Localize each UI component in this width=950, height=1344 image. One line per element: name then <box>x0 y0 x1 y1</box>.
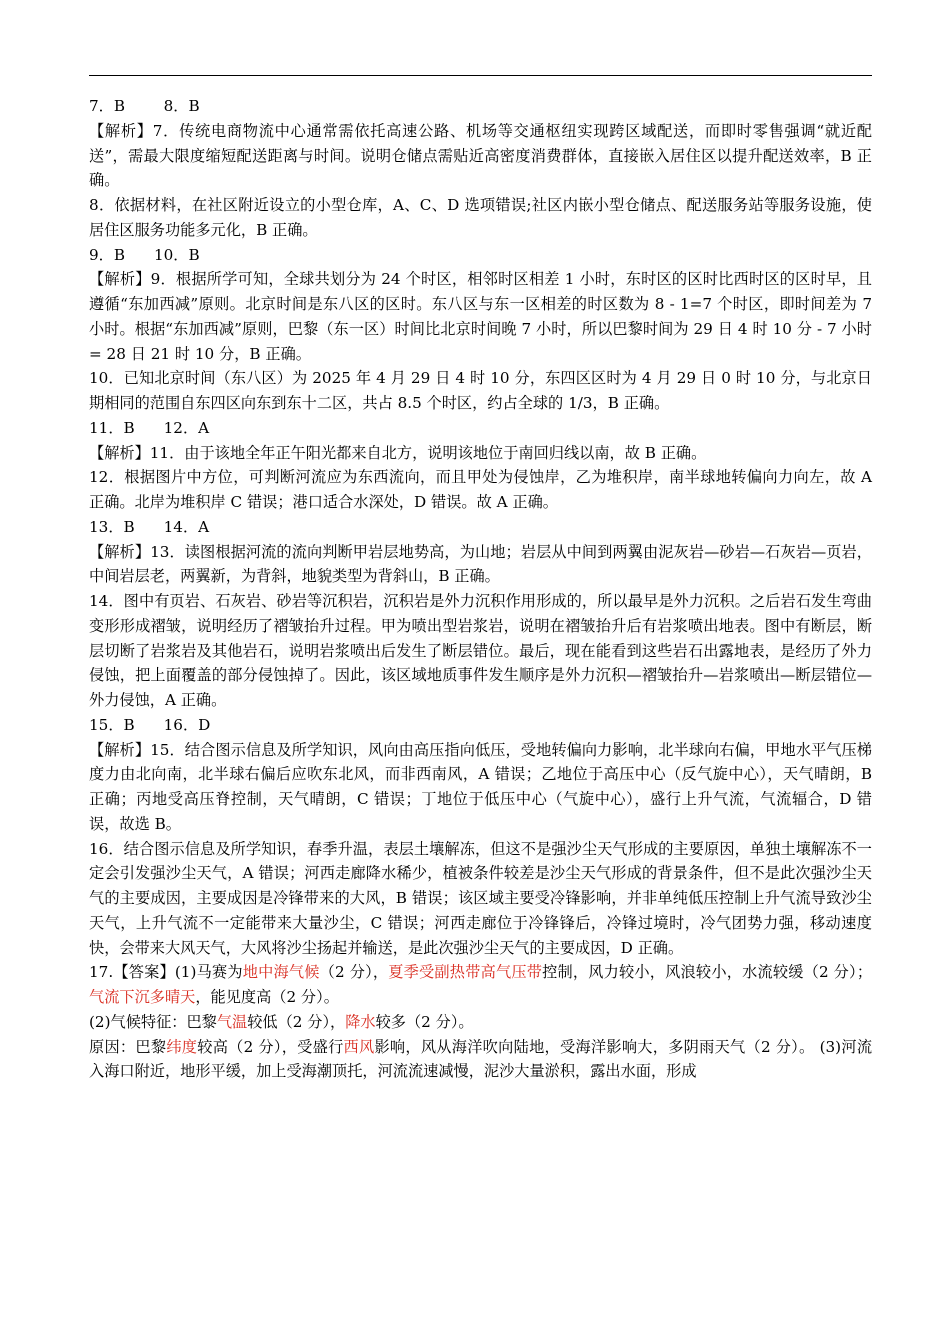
text-run: 17.【答案】(1)马赛为 <box>89 963 243 982</box>
analysis-q12: 12．根据图片中方位，可判断河流应为东西流向，而且甲处为侵蚀岸，乙为堆积岸，南半球地转偏向力向左，故 A 正确。北岸为堆积岸 C 错误；港口适合水深处，D 错误。故 A 正确。 <box>89 468 872 511</box>
highlighted-keyword: 气温 <box>216 1012 248 1031</box>
answer-line-7-8: 7．B 8．B <box>89 97 200 115</box>
analysis-q11: 【解析】11．由于该地全年正午阳光都来自北方，说明该地位于南回归线以南，故 B 正确。 <box>89 443 707 462</box>
analysis-q15: 【解析】15．结合图示信息及所学知识，风向由高压指向低压，受地转偏向力影响，北半球向右偏，甲地水平气压梯度力由北向南，北半球右偏后应吹东北风，而非西南风，A 错误；乙地位于高压中心（反气旋中心），天气晴朗，B 正确；丙地受高压脊控制，天气晴朗，C 错误；丁地位于低压中心（气旋中心），盛行上升气流，气流辐合，D 错误，故选 B。 <box>89 740 872 833</box>
analysis-q8: 8．依据材料，在社区附近设立的小型仓库，A、C、D 选项错误;社区内嵌小型仓储点、配送服务站等服务设施，使居住区服务功能多元化，B 正确。 <box>89 196 872 239</box>
text-run: 影响，风从海洋吹向陆地，受海洋影响大，多阴雨天气（2 分）。 (3)河流入海口附近，地形平缓，加上受海潮顶托，河流流速减慢，泥沙大量淤积，露出水面，形成 <box>89 1037 873 1081</box>
text-run: 较高（2 分），受盛行 <box>197 1037 344 1056</box>
answer-explanations <box>89 94 872 1084</box>
highlighted-keyword: 地中海气候 <box>242 963 320 982</box>
answer-line-11-12: 11．B 12．A <box>89 418 210 437</box>
highlighted-keyword: 气流下沉多晴天 <box>89 988 196 1006</box>
text-run: ，能见度高（2 分）。 <box>195 988 339 1006</box>
text-run: 控制，风力较小，风浪较小，水流较缓（2 分）； <box>542 963 873 982</box>
highlighted-keyword: 西风 <box>343 1037 375 1056</box>
highlighted-keyword: 夏季受副热带高气压带 <box>388 963 543 982</box>
answer-q17-part2 <box>89 1010 872 1035</box>
answer-q17-reason <box>89 1035 872 1085</box>
answer-line-13-14: 13．B 14．A <box>89 517 210 536</box>
analysis-q9: 【解析】9．根据所学可知，全球共划分为 24 个时区，相邻时区相差 1 小时，东时区的区时比西时区的区时早，且遵循“东加西减”原则。北京时间是东八区的区时。东八区与东一区相差的时区数为 8 - 1=7 个时区，即时间差为 7 小时。根据“东加西减”原则，巴黎（东一区）时间比北京时间晚 7 小时，所以巴黎时间为 29 日 4 时 10 分 - 7 小时 = 28 日 21 时 10 分，B 正确。 <box>89 270 872 363</box>
header-rule <box>89 75 872 76</box>
text-run: （2 分）， <box>319 963 389 982</box>
answer-line-9-10: 9．B 10．B <box>89 245 200 264</box>
highlighted-keyword: 降水 <box>345 1012 376 1031</box>
answer-q17-part1 <box>89 960 872 1010</box>
text-run: 较低（2 分）， <box>247 1012 346 1031</box>
analysis-q14: 14．图中有页岩、石灰岩、砂岩等沉积岩，沉积岩是外力沉积作用形成的，所以最早是外力沉积。之后岩石发生弯曲变形形成褶皱，说明经历了褶皱抬升过程。甲为喷出型岩浆岩，说明在褶皱抬升后有岩浆喷出地表。图中有断层，断层切断了岩浆岩及其他岩石，说明岩浆喷出后发生了断层错位。最后，现在能看到这些岩石出露地表，是经历了外力侵蚀，把上面覆盖的部分侵蚀掉了。因此，该区域地质事件发生顺序是外力沉积—褶皱抬升—岩浆喷出—断层错位—外力侵蚀，A 正确。 <box>89 592 872 709</box>
text-run: 原因：巴黎 <box>89 1037 167 1056</box>
highlighted-keyword: 纬度 <box>166 1037 198 1056</box>
text-run: 较多（2 分）。 <box>375 1012 474 1031</box>
analysis-q16: 16．结合图示信息及所学知识，春季升温，表层土壤解冻，但这不是强沙尘天气形成的主要原因，单独土壤解冻不一定会引发强沙尘天气，A 错误；河西走廊降水稀少，植被条件较差是沙尘天气形成的背景条件，但不是此次强沙尘天气的主要成因，主要成因是冷锋带来的大风，B 错误；该区域主要受冷锋影响，并非单纯低压控制上升气流导致沙尘天气，上升气流不一定能带来大量沙尘，C 错误；河西走廊位于冷锋锋后，冷锋过境时，冷气团势力强，移动速度快，会带来大风天气，大风将沙尘扬起并输送，是此次强沙尘天气的主要成因，D 正确。 <box>89 839 872 957</box>
answer-line-15-16: 15．B 16．D <box>89 715 211 734</box>
analysis-q13: 【解析】13．读图根据河流的流向判断甲岩层地势高，为山地；岩层从中间到两翼由泥灰岩—砂岩—石灰岩—页岩，中间岩层老，两翼新，为背斜，地貌类型为背斜山，B 正确。 <box>89 542 872 586</box>
analysis-q10: 10．已知北京时间（东八区）为 2025 年 4 月 29 日 4 时 10 分，东四区区时为 4 月 29 日 0 时 10 分，与北京日期相同的范围自东四区向东到东十二区，共占 8.5 个时区，约占全球的 1/3，B 正确。 <box>89 369 872 412</box>
analysis-q7: 【解析】7．传统电商物流中心通常需依托高速公路、机场等交通枢纽实现跨区域配送，而即时零售强调“就近配送”，需最大限度缩短配送距离与时间。说明仓储点需贴近高密度消费群体，直接嵌入居住区以提升配送效率，B 正确。 <box>89 121 872 190</box>
text-run: (2)气候特征：巴黎 <box>89 1012 217 1031</box>
